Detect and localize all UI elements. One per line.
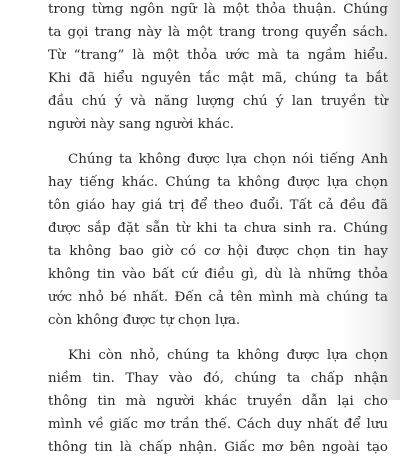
text-line: ta không bao giờ có cơ hội được chọn tin hay: [48, 244, 388, 259]
text-line: niềm tin. Thay vào đó, chúng ta chấp nhận: [48, 371, 388, 386]
text-line: còn không được tự chọn lựa.: [48, 313, 241, 328]
text-line: hay tiếng khác. Chúng ta không được lựa chọn: [48, 175, 388, 190]
text-line: mình về giấc mơ trần thế. Cách duy nhất để lưu: [48, 417, 388, 432]
paragraph-gap: [48, 136, 388, 148]
paragraph-1: [48, 0, 388, 136]
text-line: người này sang người khác.: [48, 117, 235, 132]
text-line: Từ “trang” là một thỏa ước mà ta ngầm hiểu.: [48, 48, 388, 63]
text-line: đầu chú ý và năng lượng chú ý lan truyền từ: [48, 94, 388, 109]
page-text: [48, 0, 388, 459]
text-line: tôn giáo hay giá trị để theo đuổi. Tất cả đều đã: [48, 198, 388, 213]
paragraph-gap: [48, 332, 388, 344]
paragraph-2: [48, 148, 388, 332]
text-line: thông tin mà người khác truyền dẫn lại cho: [48, 394, 388, 409]
text-line: không tin vào bất cứ điều gì, dù là những thỏa: [48, 267, 388, 282]
text-line: thông tin là chấp nhận. Giấc mơ bên ngoài tạo: [48, 440, 388, 455]
text-line: ước nhỏ bé nhất. Đến cả tên mình mà chúng ta: [48, 290, 388, 305]
paragraph-3: [48, 344, 388, 459]
text-line: trong từng ngôn ngữ là một thỏa thuận. Chúng: [48, 2, 388, 17]
text-line: được sắp đặt sẵn từ khi ta chưa sinh ra. Chúng: [48, 221, 388, 236]
text-line: Chúng ta không được lựa chọn nói tiếng Anh: [68, 152, 388, 167]
text-line: ta gọi trang này là một trang trong quyển sách.: [48, 25, 388, 40]
text-line: Khi còn nhỏ, chúng ta không được lựa chọn: [68, 348, 388, 363]
text-line: Khi đã hiểu nguyên tắc mật mã, chúng ta bắt: [48, 71, 388, 86]
